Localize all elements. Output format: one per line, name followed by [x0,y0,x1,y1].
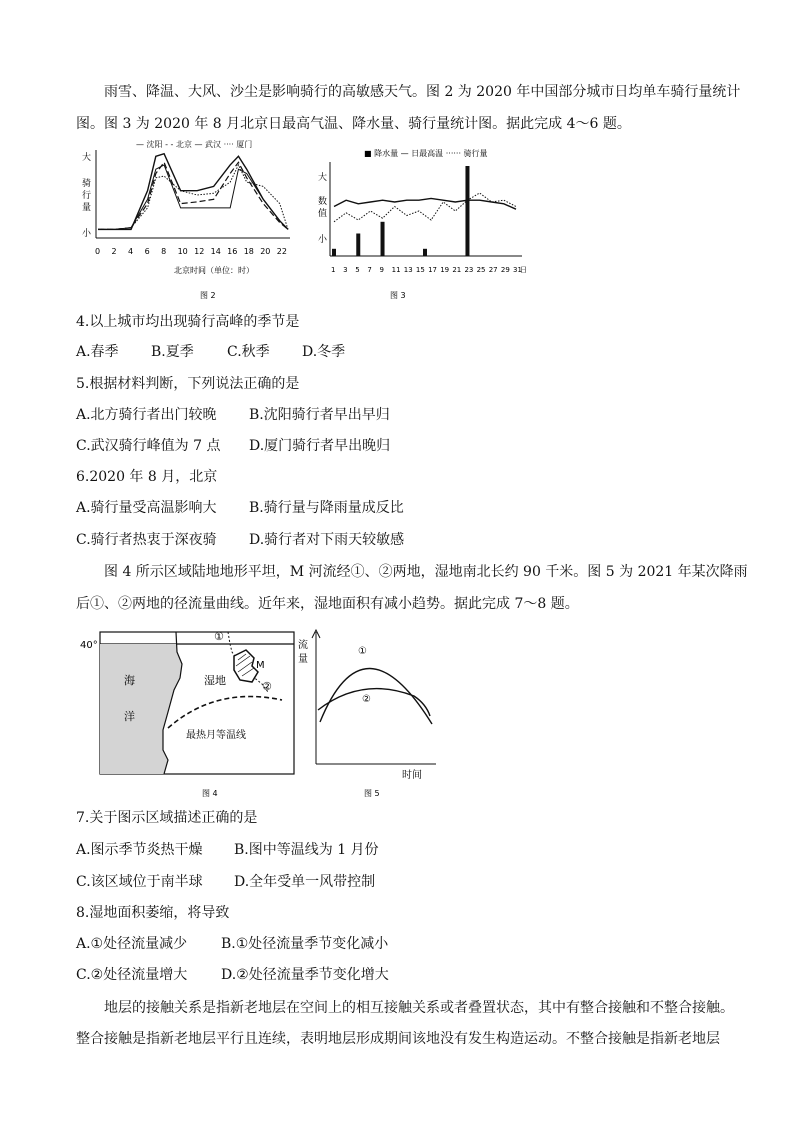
fig3-precip-bar-4 [465,166,469,256]
fig4-sea-char-1: 海 [124,674,135,687]
fig3-xtick-6: 13 [403,266,413,274]
intro1-line2: 图。图 3 为 2020 年 8 月北京日最高气温、降水量、骑行量统计图。据此完成 4～6 题。 [76,116,631,132]
fig2-y-bottom: 小 [82,229,92,239]
fig4-river-label: M [256,660,265,671]
fig3-xtick-13: 27 [488,266,498,274]
fig4-isotherm-label: 最热月等温线 [186,730,246,741]
fig4-caption: 图 4 [202,789,218,798]
fig3-y-bottom: 小 [318,235,328,245]
fig3-y-label-1: 数 [318,197,328,207]
q8-option-d[interactable]: D.②处径流量季节变化增大 [221,967,389,983]
q4-stem: 4.以上城市均出现骑行高峰的季节是 [76,314,300,330]
fig3-legend: ■ 降水量 — 日最高温 ······ 骑行量 [364,149,488,158]
fig3-xtick-0: 1 [331,266,336,274]
q7-option-c[interactable]: C.该区域位于南半球 [76,874,203,890]
fig4-latitude: 40° [80,640,98,651]
fig2-series-0 [98,154,288,230]
fig3-xtick-15: 31 [513,266,522,274]
fig2-xtick-10: 20 [260,247,271,256]
fig4-wetland-label: 湿地 [204,674,226,687]
fig2-xtick-11: 22 [276,247,287,256]
q4-option-b[interactable]: B.夏季 [151,344,194,360]
fig2-y-label-2: 行 [82,191,92,201]
fig3-series-0 [334,198,516,209]
fig5-xlabel: 时间 [402,770,422,781]
q6-option-a[interactable]: A.骑行量受高温影响大 [76,500,217,516]
fig3-xtick-11: 23 [464,266,474,274]
fig3-series-1 [334,193,516,222]
intro3-line2: 整合接触是指新老地层平行且连续，表明地层形成期间该地没有发生构造运动。不整合接触是指新老地层 [76,1031,720,1047]
fig3-precip-bar-2 [381,222,385,256]
fig3-xtick-9: 19 [440,266,450,274]
q4-option-a[interactable]: A.春季 [76,344,119,360]
q8-stem: 8.湿地面积萎缩，将导致 [76,905,230,921]
q8-option-c[interactable]: C.②处径流量增大 [76,967,188,983]
fig4-ocean [100,644,182,774]
q4-option-d[interactable]: D.冬季 [302,344,346,360]
fig2-y-label-1: 骑 [82,179,92,189]
fig2-xtick-3: 6 [144,247,150,256]
fig2-y-label-3: 量 [82,203,92,213]
fig2-legend: — 沈阳 - - 北京 — 武汉 ···· 厦门 [136,140,253,149]
fig3-y-top: 大 [318,173,328,183]
fig2-xtick-2: 4 [128,247,134,256]
figure-4 [76,620,298,802]
fig3-precip-bar-1 [356,234,360,257]
figure-5 [296,626,446,802]
fig2-xtick-0: 0 [95,247,101,256]
q6-option-c[interactable]: C.骑行者热衷于深夜骑 [76,532,217,548]
fig2-series-1 [98,162,288,229]
q5-option-d[interactable]: D.厦门骑行者早出晚归 [249,438,391,454]
q7-option-b[interactable]: B.图中等温线为 1 月份 [234,842,379,858]
intro3-line1: 地层的接触关系是指新老地层在空间上的相互接触关系或者叠置状态，其中有整合接触和不整合接触。 [104,1000,734,1016]
figure-3 [312,138,534,308]
fig2-xtick-4: 8 [161,247,167,256]
q6-stem: 6.2020 年 8 月，北京 [76,469,218,485]
fig4-sea-char-2: 洋 [124,710,135,723]
fig5-label-2: ② [362,694,371,705]
fig4-site-1: ① [214,630,224,643]
q5-option-c[interactable]: C.武汉骑行峰值为 7 点 [76,438,221,454]
fig3-xtick-3: 7 [367,266,372,274]
fig4-site-2: ② [262,680,272,693]
fig5-ylabel-1: 流 [298,640,308,651]
fig5-label-1: ① [358,646,367,657]
fig3-precip-bar-3 [423,249,427,256]
q8-option-b[interactable]: B.①处径流量季节变化减小 [221,936,389,952]
fig3-xtick-4: 9 [379,266,385,274]
fig3-x-unit: 日 [520,266,527,274]
q7-option-d[interactable]: D.全年受单一风带控制 [234,874,376,890]
q5-option-a[interactable]: A.北方骑行者出门较晚 [76,407,217,423]
fig3-xtick-10: 21 [452,266,462,274]
q5-option-b[interactable]: B.沈阳骑行者早出早归 [249,407,390,423]
fig5-caption: 图 5 [364,789,380,798]
fig2-xtick-9: 18 [243,247,254,256]
fig3-xtick-5: 11 [391,266,401,274]
fig2-xtick-6: 12 [194,247,205,256]
fig2-xtick-7: 14 [210,247,221,256]
intro2-line2: 后①、②两地的径流量曲线。近年来，湿地面积有减小趋势。据此完成 7～8 题。 [76,596,579,612]
fig3-y-label-2: 值 [318,209,328,219]
fig3-xtick-12: 25 [476,266,486,274]
q8-option-a[interactable]: A.①处径流量减少 [76,936,188,952]
q5-stem: 5.根据材料判断，下列说法正确的是 [76,376,300,392]
fig2-xlabel: 北京时间（单位：时） [174,266,254,275]
q7-option-a[interactable]: A.图示季节炎热干燥 [76,842,203,858]
q4-option-c[interactable]: C.秋季 [227,344,270,360]
q6-option-b[interactable]: B.骑行量与降雨量成反比 [249,500,404,516]
figure-2 [76,138,300,308]
q7-stem: 7.关于图示区域描述正确的是 [76,810,258,826]
fig2-xtick-1: 2 [111,247,117,256]
fig3-xtick-7: 15 [415,266,425,274]
fig3-caption: 图 3 [390,291,406,300]
fig2-caption: 图 2 [200,291,216,300]
fig2-y-top: 大 [82,153,92,163]
fig5-ylabel-2: 量 [298,654,308,665]
fig4-isotherm [168,697,282,729]
fig3-xtick-2: 5 [355,266,360,274]
fig3-xtick-1: 3 [343,266,348,274]
fig3-xtick-14: 29 [500,266,510,274]
q6-option-d[interactable]: D.骑行者对下雨天较敏感 [249,532,405,548]
fig3-xtick-8: 17 [428,266,437,274]
fig2-xtick-8: 16 [227,247,238,256]
fig2-xtick-5: 10 [177,247,188,256]
fig3-precip-bar-0 [332,249,336,256]
intro2-line1: 图 4 所示区域陆地地形平坦，M 河流经①、②两地，湿地南北长约 90 千米。图 5 为 2021 年某次降雨 [104,564,748,580]
intro1-line1: 雨雪、降温、大风、沙尘是影响骑行的高敏感天气。图 2 为 2020 年中国部分城市日均单车骑行量统计 [104,84,741,100]
